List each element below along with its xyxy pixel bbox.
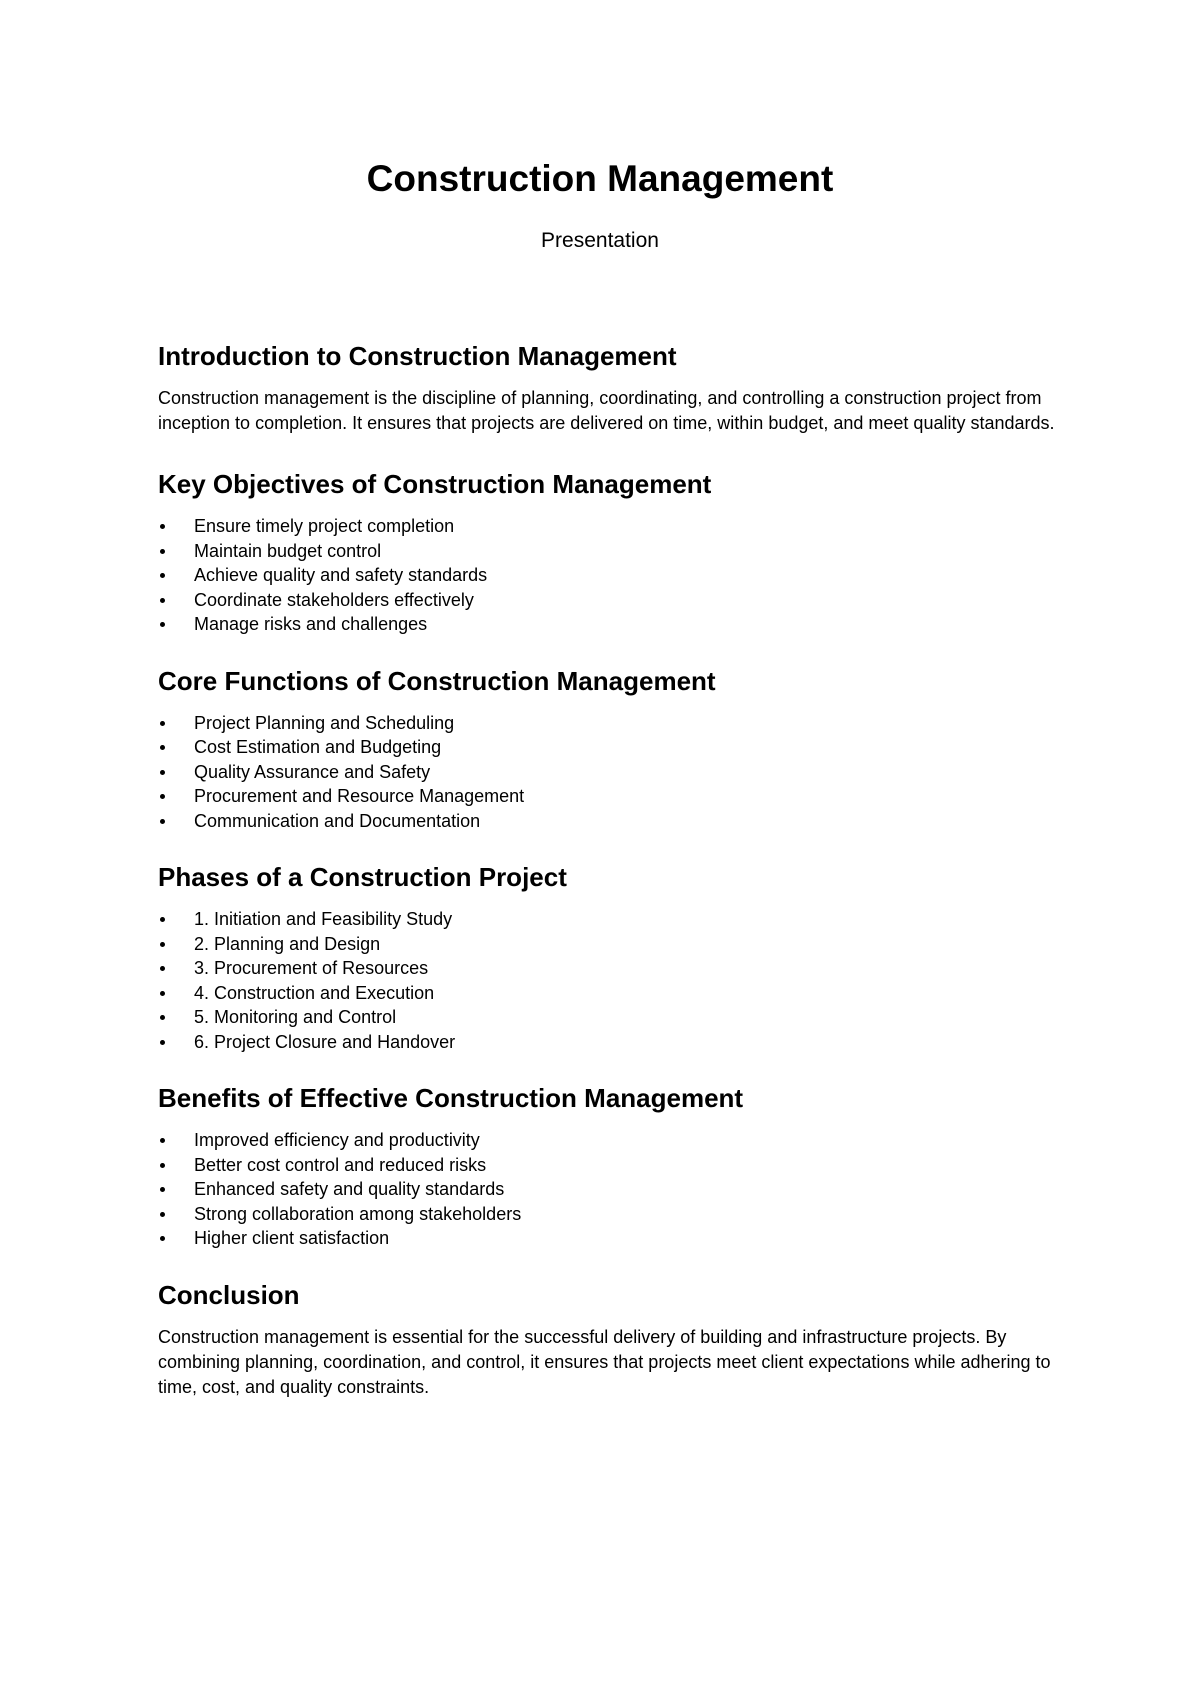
bullet-icon <box>160 770 165 775</box>
section-heading: Key Objectives of Construction Management <box>158 469 712 499</box>
list-item-text: Achieve quality and safety standards <box>194 565 488 585</box>
list-item <box>158 784 1058 809</box>
bullet-icon <box>160 819 165 824</box>
list-item-text: Improved efficiency and productivity <box>194 1130 480 1150</box>
list-item-text: Project Planning and Scheduling <box>194 712 455 733</box>
list-item <box>158 1226 1058 1251</box>
section-functions <box>158 663 1058 834</box>
list-item-text: Maintain budget control <box>194 540 382 561</box>
list-item-text: Manage risks and challenges <box>194 614 428 634</box>
section-phases <box>158 859 1058 1054</box>
bullet-icon <box>160 1212 165 1217</box>
bullet-icon <box>160 573 165 578</box>
bullet-icon <box>160 1187 165 1192</box>
bullet-icon <box>160 745 165 750</box>
list-item-text: Coordinate stakeholders effectively <box>194 589 474 610</box>
list-item-text: Ensure timely project completion <box>194 516 455 536</box>
bullet-icon <box>160 1236 165 1241</box>
section-objectives <box>158 466 1058 637</box>
bullet-icon <box>160 1015 165 1020</box>
section-paragraph: Construction management is essential for the successful delivery of building and infrastructure projects. By combining planning, coordination, and control, it ensures that projects meet client expectations while adhering to time, cost, and quality constraints. <box>158 1326 1051 1397</box>
list-item-text: 4. Construction and Execution <box>194 982 435 1003</box>
document-body <box>158 338 1058 1426</box>
bullet-icon <box>160 524 165 529</box>
section-heading: Phases of a Construction Project <box>158 862 567 892</box>
section-heading: Benefits of Effective Construction Management <box>158 1083 744 1113</box>
bullet-icon <box>160 1163 165 1168</box>
section-benefits <box>158 1080 1058 1251</box>
section-heading: Conclusion <box>158 1279 300 1310</box>
list-item-text: 3. Procurement of Resources <box>194 958 429 978</box>
list-item <box>158 1202 1058 1227</box>
bullet-list <box>158 514 1058 637</box>
list-item <box>158 539 1058 564</box>
bullet-icon <box>160 966 165 971</box>
section-heading: Introduction to Construction Management <box>158 341 677 371</box>
list-item <box>158 711 1058 736</box>
bullet-list <box>158 907 1058 1054</box>
list-item <box>158 735 1058 760</box>
list-item-text: 6. Project Closure and Handover <box>194 1031 456 1052</box>
list-item <box>158 588 1058 613</box>
bullet-icon <box>160 549 165 554</box>
document-title: Construction Management <box>366 158 834 199</box>
list-item-text: Quality Assurance and Safety <box>194 761 431 782</box>
list-item <box>158 956 1058 981</box>
document-subtitle: Presentation <box>541 229 659 252</box>
section-heading: Core Functions of Construction Management <box>158 665 716 696</box>
bullet-list <box>158 711 1058 834</box>
list-item <box>158 612 1058 637</box>
list-item-text: Better cost control and reduced risks <box>194 1154 487 1175</box>
list-item <box>158 932 1058 957</box>
list-item <box>158 1005 1058 1030</box>
list-item-text: 5. Monitoring and Control <box>194 1007 397 1027</box>
list-item <box>158 1177 1058 1202</box>
bullet-icon <box>160 622 165 627</box>
list-item <box>158 760 1058 785</box>
section-paragraph: Construction management is the discipline of planning, coordinating, and controlling a construction project from inception to completion. It ensures that projects are delivered on time, within budget, and meet quality standards. <box>158 388 1055 433</box>
section-introduction <box>158 338 1058 436</box>
list-item-text: Procurement and Resource Management <box>194 786 525 806</box>
bullet-icon <box>160 991 165 996</box>
list-item-text: Higher client satisfaction <box>194 1228 390 1248</box>
list-item-text: 2. Planning and Design <box>194 933 381 954</box>
bullet-icon <box>160 794 165 799</box>
list-item-text: Communication and Documentation <box>194 810 481 831</box>
list-item <box>158 981 1058 1006</box>
bullet-list <box>158 1128 1058 1251</box>
list-item-text: Cost Estimation and Budgeting <box>194 737 442 757</box>
bullet-icon <box>160 1138 165 1143</box>
list-item-text: Enhanced safety and quality standards <box>194 1179 505 1199</box>
list-item <box>158 1153 1058 1178</box>
bullet-icon <box>160 598 165 603</box>
list-item <box>158 907 1058 932</box>
bullet-icon <box>160 1040 165 1045</box>
bullet-icon <box>160 942 165 947</box>
list-item <box>158 1030 1058 1055</box>
list-item-text: 1. Initiation and Feasibility Study <box>194 909 453 929</box>
list-item <box>158 563 1058 588</box>
list-item <box>158 809 1058 834</box>
list-item <box>158 1128 1058 1153</box>
bullet-icon <box>160 917 165 922</box>
list-item <box>158 514 1058 539</box>
section-conclusion <box>158 1277 1058 1400</box>
list-item-text: Strong collaboration among stakeholders <box>194 1203 522 1224</box>
bullet-icon <box>160 721 165 726</box>
